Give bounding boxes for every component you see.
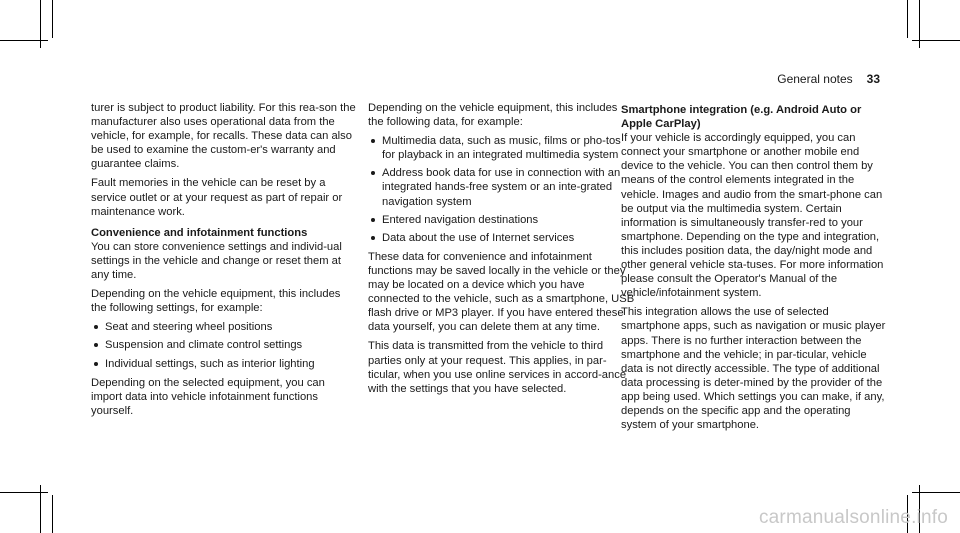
crop-mark — [912, 492, 960, 493]
paragraph: Depending on the vehicle equipment, this includes the following settings, for example: — [91, 288, 341, 315]
paragraph: Fault memories in the vehicle can be reset by a service outlet or at your request as part of repair or maintenance work. — [91, 177, 343, 218]
paragraph: turer is subject to product liability. For this rea-son the manufacturer also uses operational data from the vehicle, for example, for recalls. These data can also be used to examine the custom-er's warranty and guarantee claims. — [91, 102, 356, 171]
bullet-list — [368, 134, 636, 245]
crop-mark — [0, 492, 48, 493]
paragraph: If your vehicle is accordingly equipped, you can connect your smartphone or another mobile end device to the vehicle. You can then control them by means of the control elements integrated in the vehicle. Images and audio from the smart-phone can be output via the multimedia system. Certain information is simultaneously transfer-red to your smartphone. Depending on the type and integration, this includes position data, the day/night mode and other general vehicle sta-tuses. For more information please consult the Operator's Manual of the vehicle/infotainment system. — [621, 132, 884, 300]
paragraph: This data is transmitted from the vehicle to third parties only at your request. This applies, in par-ticular, when you use online services in accord-ance with the settings that you have selected. — [368, 340, 627, 395]
column-3 — [621, 101, 889, 437]
list-item: Entered navigation destinations — [368, 213, 636, 227]
list-item: Seat and steering wheel positions — [91, 320, 359, 334]
crop-mark — [912, 40, 960, 41]
list-item: Multimedia data, such as music, films or pho-tos for playback in an integrated multimedia system — [368, 134, 636, 162]
page-number: 33 — [866, 72, 880, 86]
list-item: Suspension and climate control settings — [91, 338, 359, 352]
bullet-list — [91, 320, 359, 370]
section-heading: Convenience and infotainment functions — [91, 226, 308, 239]
list-item: Data about the use of Internet services — [368, 231, 636, 245]
column-1 — [91, 101, 359, 423]
paragraph: Depending on the selected equipment, you can import data into vehicle infotainment functions yourself. — [91, 376, 325, 417]
list-item: Individual settings, such as interior lighting — [91, 357, 359, 371]
watermark-link[interactable]: carmanualsonline.info — [758, 507, 948, 528]
crop-mark — [52, 0, 53, 38]
paragraph: These data for convenience and infotainment functions may be saved locally in the vehicle or they may be located on a device which you have connected to the vehicle, such as a smartphone, USB flash drive or MP3 player. If you have entered these data yourself, you can delete them at any time. — [368, 250, 635, 334]
paragraph: Depending on the vehicle equipment, this includes the following data, for example: — [368, 102, 618, 129]
paragraph: You can store convenience settings and individ-ual settings in the vehicle and change or reset them at any time. — [91, 240, 342, 282]
paragraph: This integration allows the use of selected smartphone apps, such as navigation or music player apps. There is no further interaction between the smartphone and the vehicle; in par-ticular, vehicle data is not directly accessible. The type of additional data processing is deter-mined by the provider of the app being used. Which settings you can make, if any, depends on the specific app and the operating system of your smartphone. — [621, 306, 886, 432]
list-item: Address book data for use in connection with an integrated hands-free system or an inte-grated navigation system — [368, 166, 636, 208]
page-header — [777, 72, 880, 86]
crop-mark — [907, 0, 908, 38]
section-title: General notes — [777, 72, 853, 86]
column-2 — [368, 101, 636, 401]
crop-mark — [52, 495, 53, 533]
section-heading: Smartphone integration (e.g. Android Auto or Apple CarPlay) — [621, 104, 862, 131]
crop-mark — [0, 40, 48, 41]
